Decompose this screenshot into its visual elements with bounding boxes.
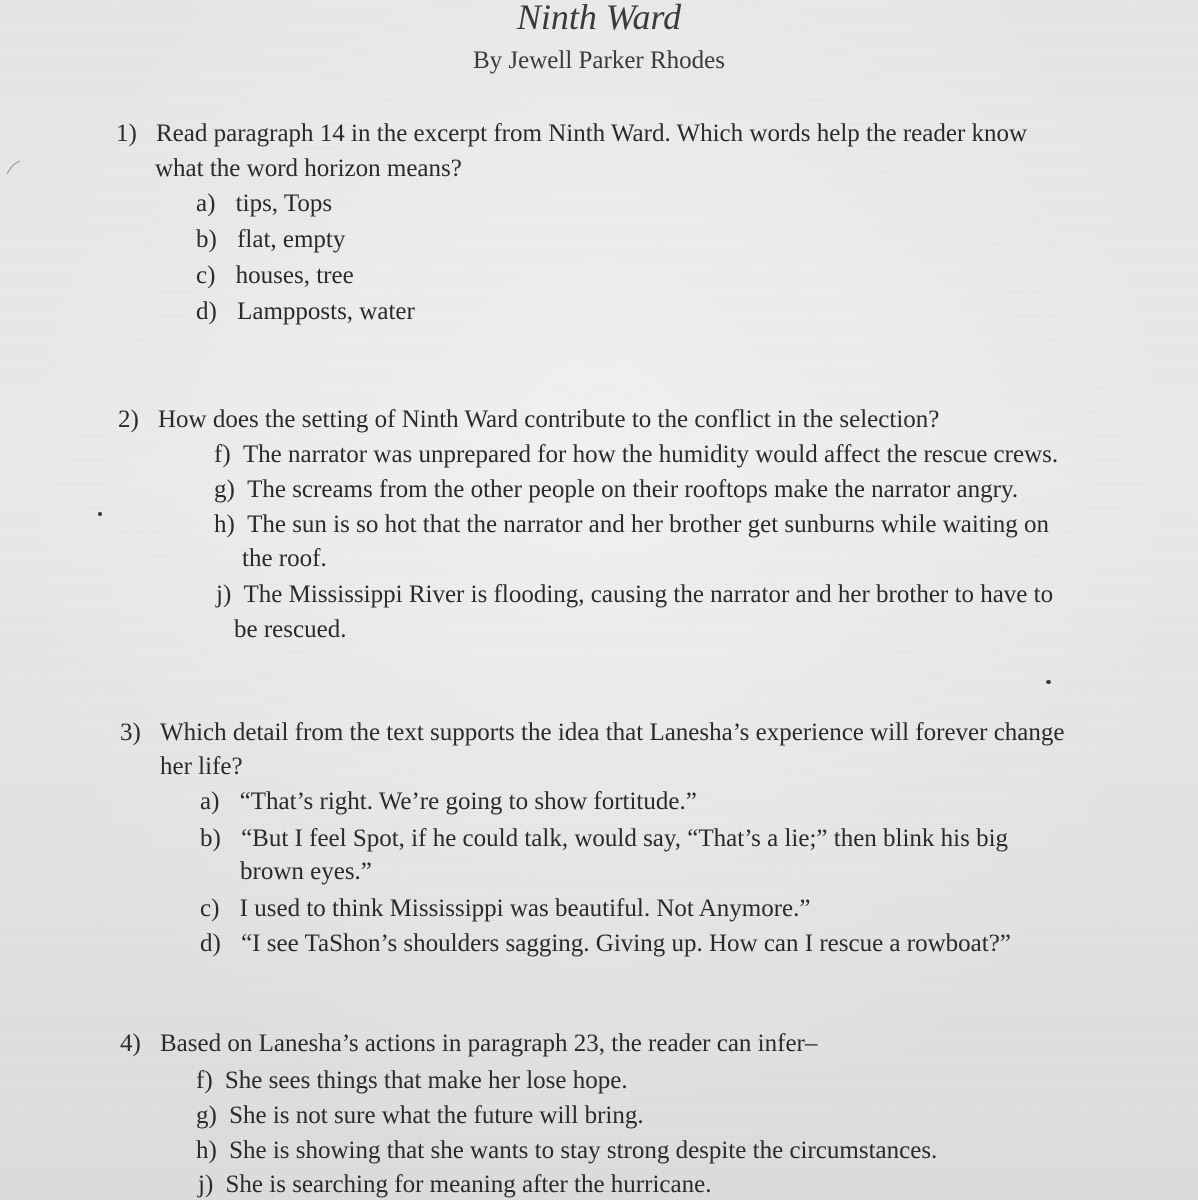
option-text-continued: the roof. bbox=[242, 545, 327, 572]
option-letter: d) bbox=[196, 298, 217, 325]
option-text: She is searching for meaning after the hurricane. bbox=[225, 1171, 712, 1198]
option-text-continued: be rescued. bbox=[234, 616, 347, 643]
option-letter: h) bbox=[214, 511, 235, 538]
answer-option[interactable] bbox=[196, 1099, 644, 1133]
question-text-continued: her life? bbox=[160, 753, 243, 780]
answer-option[interactable] bbox=[214, 508, 1049, 542]
answer-option[interactable] bbox=[200, 927, 1011, 961]
option-text: “But I feel Spot, if he could talk, would say, “That’s a lie;” then blink his big bbox=[241, 825, 1009, 852]
stray-dot-mark bbox=[98, 512, 102, 516]
option-letter: f) bbox=[196, 1067, 213, 1094]
answer-option[interactable] bbox=[196, 259, 354, 293]
stray-dot-mark bbox=[1046, 680, 1051, 684]
option-letter: c) bbox=[200, 895, 220, 922]
option-text: She is not sure what the future will bring. bbox=[229, 1102, 644, 1129]
question-number: 4) bbox=[120, 1030, 141, 1057]
option-letter: a) bbox=[200, 788, 220, 815]
option-text: She sees things that make her lose hope. bbox=[224, 1067, 628, 1094]
option-letter: h) bbox=[196, 1137, 217, 1164]
option-text: Lampposts, water bbox=[237, 298, 415, 325]
option-letter: f) bbox=[214, 441, 231, 468]
answer-option[interactable] bbox=[196, 1134, 937, 1168]
option-letter: j) bbox=[198, 1171, 214, 1198]
answer-option[interactable] bbox=[196, 295, 415, 329]
answer-option[interactable] bbox=[196, 1064, 628, 1098]
option-text: houses, tree bbox=[235, 262, 354, 289]
option-text: “I see TaShon’s shoulders sagging. Giving up. How can I rescue a rowboat?” bbox=[241, 930, 1011, 957]
option-text: The narrator was unprepared for how the humidity would affect the rescue crews. bbox=[242, 441, 1059, 468]
option-text: The Mississippi River is flooding, causing the narrator and her brother to have to bbox=[243, 581, 1054, 608]
question-number: 2) bbox=[118, 406, 139, 433]
answer-option[interactable] bbox=[198, 1168, 711, 1200]
page-title: Ninth Ward bbox=[516, 0, 682, 37]
option-letter: a) bbox=[196, 190, 216, 217]
answer-option[interactable] bbox=[196, 223, 345, 257]
answer-option[interactable] bbox=[196, 187, 332, 221]
option-text: “That’s right. We’re going to show fortitude.” bbox=[239, 788, 697, 815]
pencil-mark-icon bbox=[4, 158, 24, 178]
answer-option[interactable] bbox=[200, 822, 1008, 856]
option-text: I used to think Mississippi was beautiful. Not Anymore.” bbox=[239, 895, 811, 922]
answer-option[interactable] bbox=[214, 438, 1058, 472]
option-text-continued: brown eyes.” bbox=[240, 858, 372, 885]
question-text: How does the setting of Ninth Ward contribute to the conflict in the selection? bbox=[158, 406, 940, 433]
option-text: She is showing that she wants to stay strong despite the circumstances. bbox=[229, 1137, 938, 1164]
answer-option[interactable] bbox=[216, 578, 1053, 612]
option-text: The screams from the other people on their rooftops make the narrator angry. bbox=[247, 476, 1019, 503]
question-text-continued: what the word horizon means? bbox=[155, 155, 462, 182]
option-letter: b) bbox=[200, 825, 221, 852]
question-text: Which detail from the text supports the idea that Lanesha’s experience will forever change bbox=[160, 719, 1065, 746]
question-text: Based on Lanesha’s actions in paragraph 23, the reader can infer– bbox=[160, 1030, 818, 1057]
answer-option[interactable] bbox=[200, 892, 810, 926]
option-letter: b) bbox=[196, 226, 217, 253]
option-letter: d) bbox=[200, 930, 221, 957]
question-number: 3) bbox=[120, 719, 141, 746]
question-number: 1) bbox=[116, 120, 137, 147]
option-letter: c) bbox=[196, 262, 216, 289]
option-text: tips, Tops bbox=[235, 190, 333, 217]
option-letter: j) bbox=[216, 581, 232, 608]
answer-option[interactable] bbox=[214, 473, 1018, 507]
question-text: Read paragraph 14 in the excerpt from Ninth Ward. Which words help the reader know bbox=[156, 120, 1028, 147]
option-letter: g) bbox=[214, 476, 235, 503]
option-letter: g) bbox=[196, 1102, 217, 1129]
answer-option[interactable] bbox=[200, 785, 697, 819]
author-byline: By Jewell Parker Rhodes bbox=[472, 47, 726, 74]
option-text: The sun is so hot that the narrator and her brother get sunburns while waiting on bbox=[247, 511, 1049, 538]
option-text: flat, empty bbox=[237, 226, 346, 253]
